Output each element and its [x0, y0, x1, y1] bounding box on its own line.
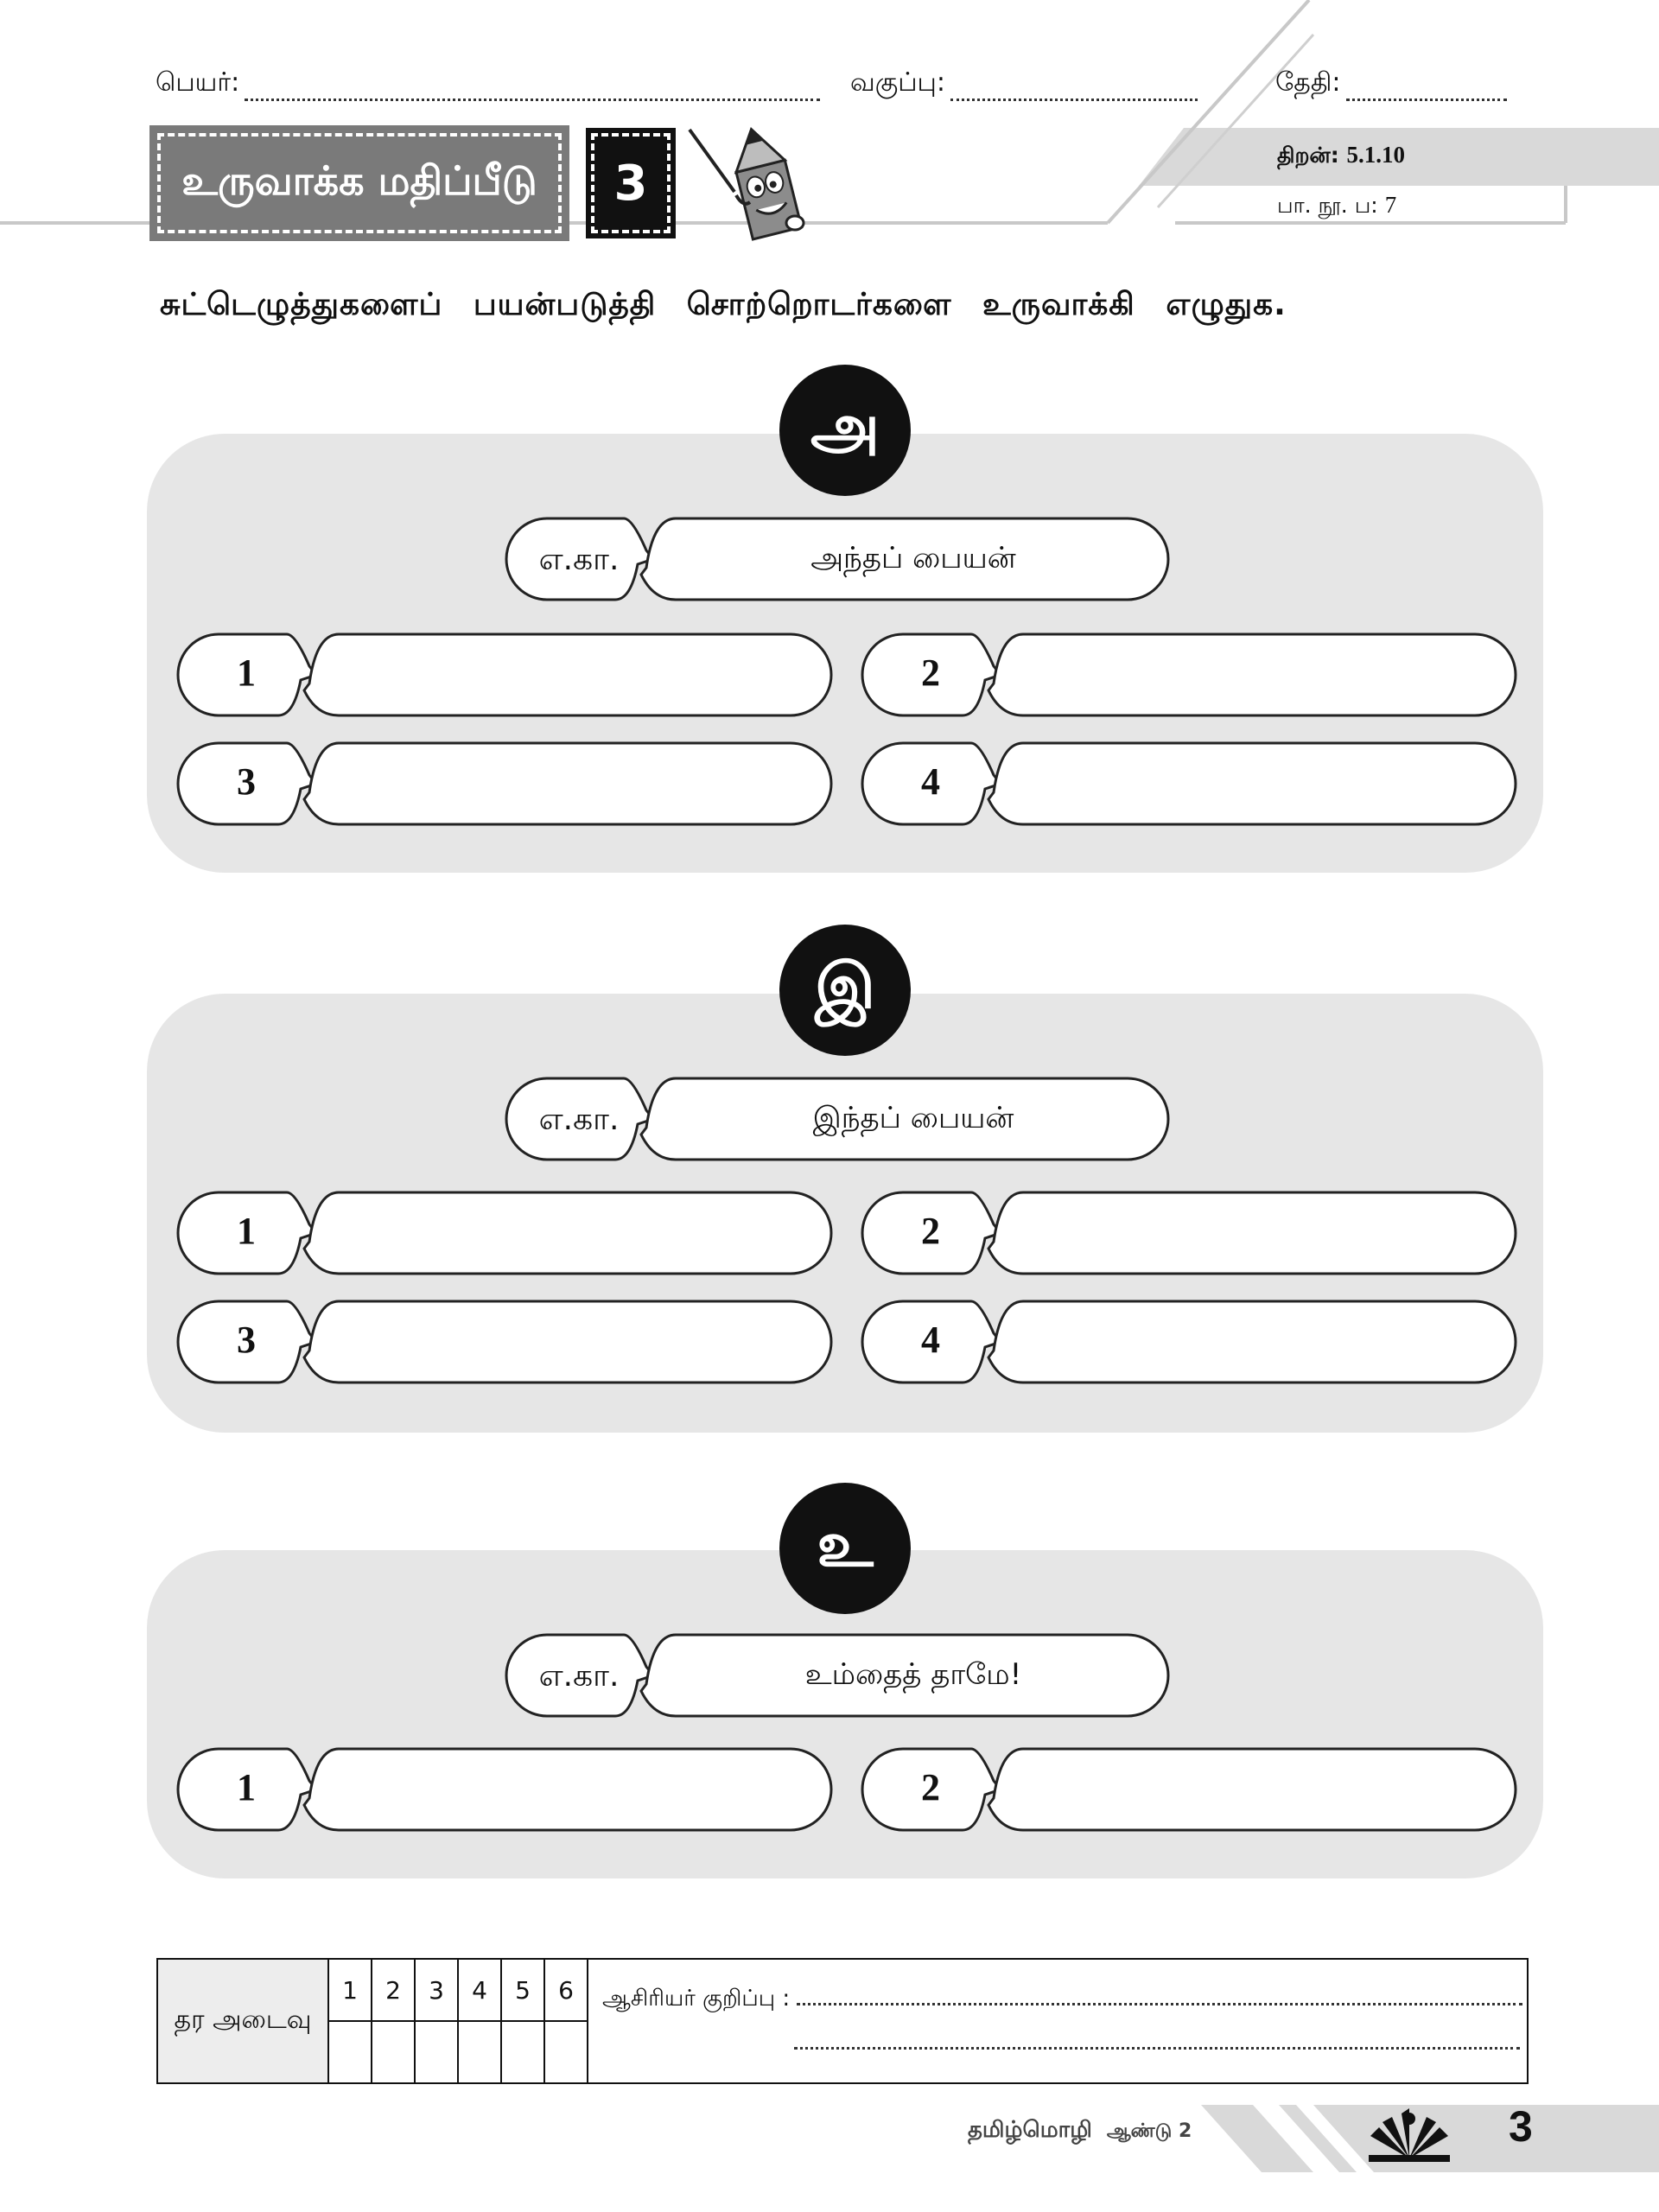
grade-level-4: 4	[458, 1959, 501, 2021]
answer-bubble-1[interactable]	[175, 631, 840, 721]
example-label: எ.கா.	[538, 1658, 620, 1694]
grade-table	[156, 1958, 1529, 2084]
name-label: பெயர்:	[156, 67, 240, 98]
peacock-logo-icon	[1362, 2101, 1457, 2164]
answer-number: 1	[237, 1210, 256, 1252]
answer-bubble-3[interactable]	[175, 740, 840, 830]
grade-label: தர அடைவு	[157, 1959, 328, 2083]
answer-number: 3	[237, 1319, 256, 1361]
answer-bubble-1[interactable]	[175, 1189, 840, 1279]
grade-box-4[interactable]	[458, 2021, 501, 2083]
example-bubble[interactable]	[503, 1631, 1177, 1721]
title-number: 3	[613, 155, 648, 212]
section-letter-badge: இ	[779, 925, 911, 1056]
skill-meta: திறன்: 5.1.10	[1277, 142, 1405, 168]
grade-box-1[interactable]	[328, 2021, 372, 2083]
title-banner	[152, 128, 567, 238]
answer-bubble-2[interactable]	[859, 1189, 1524, 1279]
section-letter-badge: அ	[779, 365, 911, 496]
answer-bubble-1[interactable]	[175, 1745, 840, 1835]
answer-bubble-4[interactable]	[859, 740, 1524, 830]
answer-number: 1	[237, 652, 256, 694]
example-text: அந்தப் பையன்	[810, 541, 1016, 575]
class-field[interactable]	[850, 67, 1198, 101]
example-text: இந்தப் பையன்	[812, 1101, 1014, 1135]
grade-level-5: 5	[501, 1959, 544, 2021]
answer-bubble-2[interactable]	[859, 1745, 1524, 1835]
grade-box-3[interactable]	[415, 2021, 458, 2083]
example-bubble[interactable]	[503, 515, 1177, 605]
pencil-mascot-icon	[683, 121, 812, 246]
answer-number: 2	[921, 1210, 940, 1252]
class-label: வகுப்பு:	[850, 67, 945, 98]
grade-box-5[interactable]	[501, 2021, 544, 2083]
example-bubble[interactable]	[503, 1075, 1177, 1165]
example-label: எ.கா.	[538, 542, 620, 577]
title-number-box	[586, 128, 676, 238]
answer-number: 4	[921, 760, 940, 803]
teacher-note-label: ஆசிரியர் குறிப்பு :	[602, 1986, 791, 2012]
grade-level-6: 6	[544, 1959, 588, 2021]
answer-bubble-3[interactable]	[175, 1298, 840, 1388]
date-label: தேதி:	[1275, 67, 1341, 98]
answer-number: 2	[921, 652, 940, 694]
example-label: எ.கா.	[538, 1102, 620, 1137]
footer-subject: தமிழ்மொழி ஆண்டு 2	[968, 2117, 1192, 2143]
answer-number: 4	[921, 1319, 940, 1361]
grade-level-3: 3	[415, 1959, 458, 2021]
textbook-meta: பா. நூ. ப: 7	[1277, 192, 1397, 218]
section-letter-badge: உ	[779, 1483, 911, 1614]
answer-bubble-2[interactable]	[859, 631, 1524, 721]
date-field[interactable]	[1275, 67, 1507, 101]
answer-number: 3	[237, 760, 256, 803]
answer-number: 2	[921, 1766, 940, 1808]
grade-level-1: 1	[328, 1959, 372, 2021]
teacher-note-cell[interactable]	[588, 1959, 1528, 2083]
page-number: 3	[1509, 2102, 1533, 2151]
example-text: உம்தைத் தாமே!	[804, 1657, 1022, 1692]
answer-number: 1	[237, 1766, 256, 1808]
grade-box-6[interactable]	[544, 2021, 588, 2083]
grade-box-2[interactable]	[372, 2021, 415, 2083]
grade-level-2: 2	[372, 1959, 415, 2021]
instruction-text: சுட்டெழுத்துகளைப் பயன்படுத்தி சொற்றொடர்களை உருவாக்கி எழுதுக.	[160, 287, 1287, 322]
title-text: உருவாக்க மதிப்பீடு	[181, 156, 537, 204]
name-field[interactable]	[156, 67, 820, 101]
answer-bubble-4[interactable]	[859, 1298, 1524, 1388]
